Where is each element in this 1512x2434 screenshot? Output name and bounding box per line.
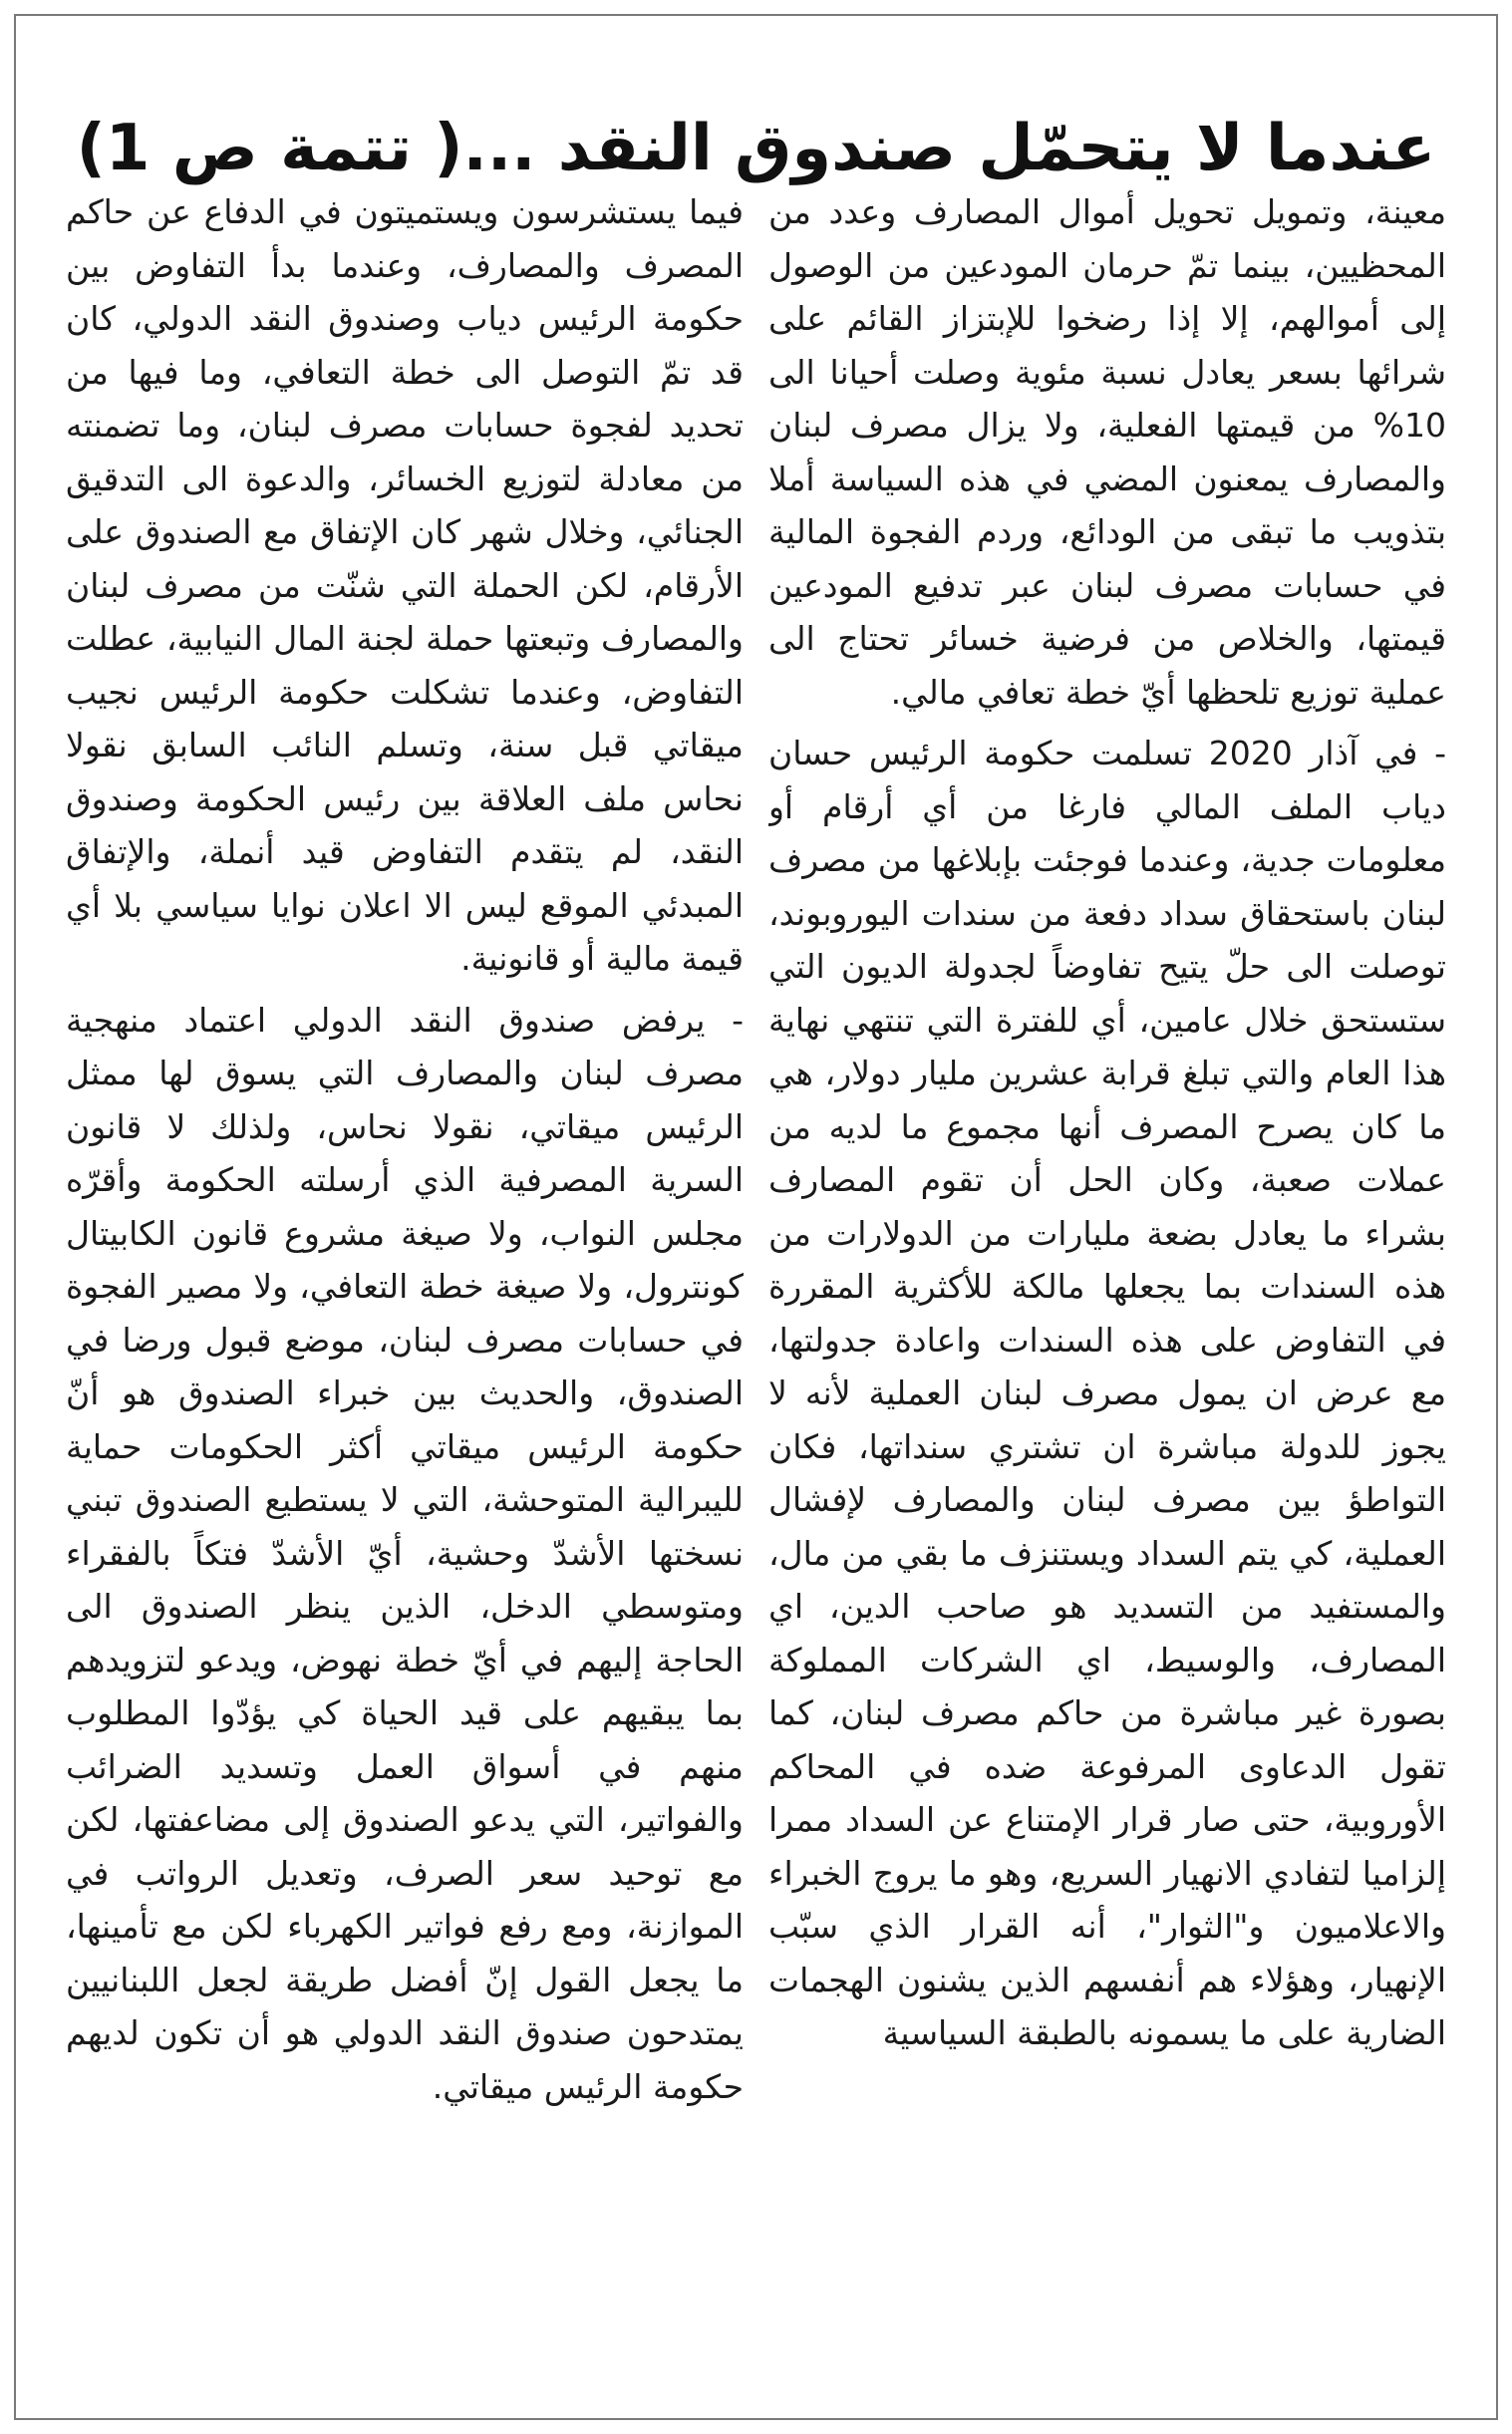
article-frame [14, 14, 1498, 2420]
paragraph: فيما يستشرسون ويستميتون في الدفاع عن حاكم المصرف والمصارف، وعندما بدأ التفاوض بين حكومة الرئيس دياب وصندوق النقد الدولي، كان قد تمّ التوصل الى خطة التعافي، وما فيها من تحديد لفجوة حسابات مصرف لبنان، وما تضمنته من معادلة لتوزيع الخسائر، والدعوة الى التدقيق الجنائي، وخلال شهر كان الإتفاق مع الصندوق على الأرقام، لكن الحملة التي شنّت من مصرف لبنان والمصارف وتبعتها حملة لجنة المال النيابية، عطلت التفاوض، وعندما تشكلت حكومة الرئيس نجيب ميقاتي قبل سنة، وتسلم النائب السابق نقولا نحاس ملف العلاقة بين رئيس الحكومة وصندوق النقد، لم يتقدم التفاوض قيد أنملة، والإتفاق المبدئي الموقع ليس الا اعلان نوايا سياسي بلا أي قيمة مالية أو قانونية. [66, 192, 744, 978]
article-column-left [66, 185, 744, 2398]
paragraph: - يرفض صندوق النقد الدولي اعتماد منهجية مصرف لبنان والمصارف التي يسوق لها ممثل الرئيس ميقاتي، نقولا نحاس، ولذلك لا قانون السرية المصرفية الذي أرسلته الحكومة وأقرّه مجلس النواب، ولا صيغة مشروع قانون الكابيتال كونترول، ولا صيغة خطة التعافي، ولا مصير الفجوة في حسابات مصرف لبنان، موضع قبول ورضا في الصندوق، والحديث بين خبراء الصندوق هو أنّ حكومة الرئيس ميقاتي أكثر الحكومات حماية لليبرالية المتوحشة، التي لا يستطيع الصندوق تبني نسختها الأشدّ وحشية، أيّ الأشدّ فتكاً بالفقراء ومتوسطي الدخل، الذين ينظر الصندوق الى الحاجة إليهم في أيّ خطة نهوض، ويدعو لتزويدهم بما يبقيهم على قيد الحياة كي يؤدّوا المطلوب منهم في أسواق العمل وتسديد الضرائب والفواتير، التي يدعو الصندوق إلى مضاعفتها، لكن مع توحيد سعر الصرف، وتعديل الرواتب في الموازنة، ومع رفع فواتير الكهرباء لكن مع تأمينها، ما يجعل القول إنّ أفضل طريقة لجعل اللبنانيين يمتدحون صندوق النقد الدولي هو أن تكون لديهم حكومة الرئيس ميقاتي. [66, 1000, 744, 2106]
article-columns [66, 185, 1446, 2398]
paragraph: معينة، وتمويل تحويل أموال المصارف وعدد من المحظيين، بينما تمّ حرمان المودعين من الوصول إلى أموالهم، إلا إذا رضخوا للإبتزاز القائم على شرائها بسعر يعادل نسبة مئوية وصلت أحيانا الى 10% من قيمتها الفعلية، ولا يزال مصرف لبنان والمصارف يمعنون المضي في هذه السياسة أملا بتذويب ما تبقى من الودائع، وردم الفجوة المالية في حسابات مصرف لبنان عبر تدفيع المودعين قيمتها، والخلاص من فرضية خسائر تحتاج الى عملية توزيع تلحظها أيّ خطة تعافي مالي. [768, 192, 1446, 712]
article-headline: عندما لا يتحمّل صندوق النقد ...( تتمة ص 1) [76, 111, 1436, 185]
article-column-right [768, 185, 1446, 2398]
paragraph: - في آذار 2020 تسلمت حكومة الرئيس حسان دياب الملف المالي فارغا من أي أرقام أو معلومات جدية، وعندما فوجئت بإبلاغها من مصرف لبنان باستحقاق سداد دفعة من سندات اليوروبوند، توصلت الى حلّ يتيح تفاوضاً لجدولة الديون التي ستستحق خلال عامين، أي للفترة التي تنتهي نهاية هذا العام والتي تبلغ قرابة عشرين مليار دولار، هي ما كان يصرح المصرف أنها مجموع ما لديه من عملات صعبة، وكان الحل أن تقوم المصارف بشراء ما يعادل بضعة مليارات من الدولارات من هذه السندات بما يجعلها مالكة للأكثرية المقررة في التفاوض على هذه السندات واعادة جدولتها، مع عرض ان يمول مصرف لبنان العملية لأنه لا يجوز للدولة مباشرة ان تشتري سنداتها، فكان التواطؤ بين مصرف لبنان والمصارف لإفشال العملية، كي يتم السداد ويستنزف ما بقي من مال، والمستفيد من التسديد هو صاحب الدين، اي المصارف، والوسيط، اي الشركات المملوكة بصورة غير مباشرة من حاكم مصرف لبنان، كما تقول الدعاوى المرفوعة ضده في المحاكم الأوروبية، حتى صار قرار الإمتناع عن السداد ممرا إلزاميا لتفادي الانهيار السريع، وهو ما يروج الخبراء والاعلاميون و"الثوار"، أنه القرار الذي سبّب الإنهيار، وهؤلاء هم أنفسهم الذين يشنون الهجمات الضارية على ما يسمونه بالطبقة السياسية [768, 734, 1446, 2052]
